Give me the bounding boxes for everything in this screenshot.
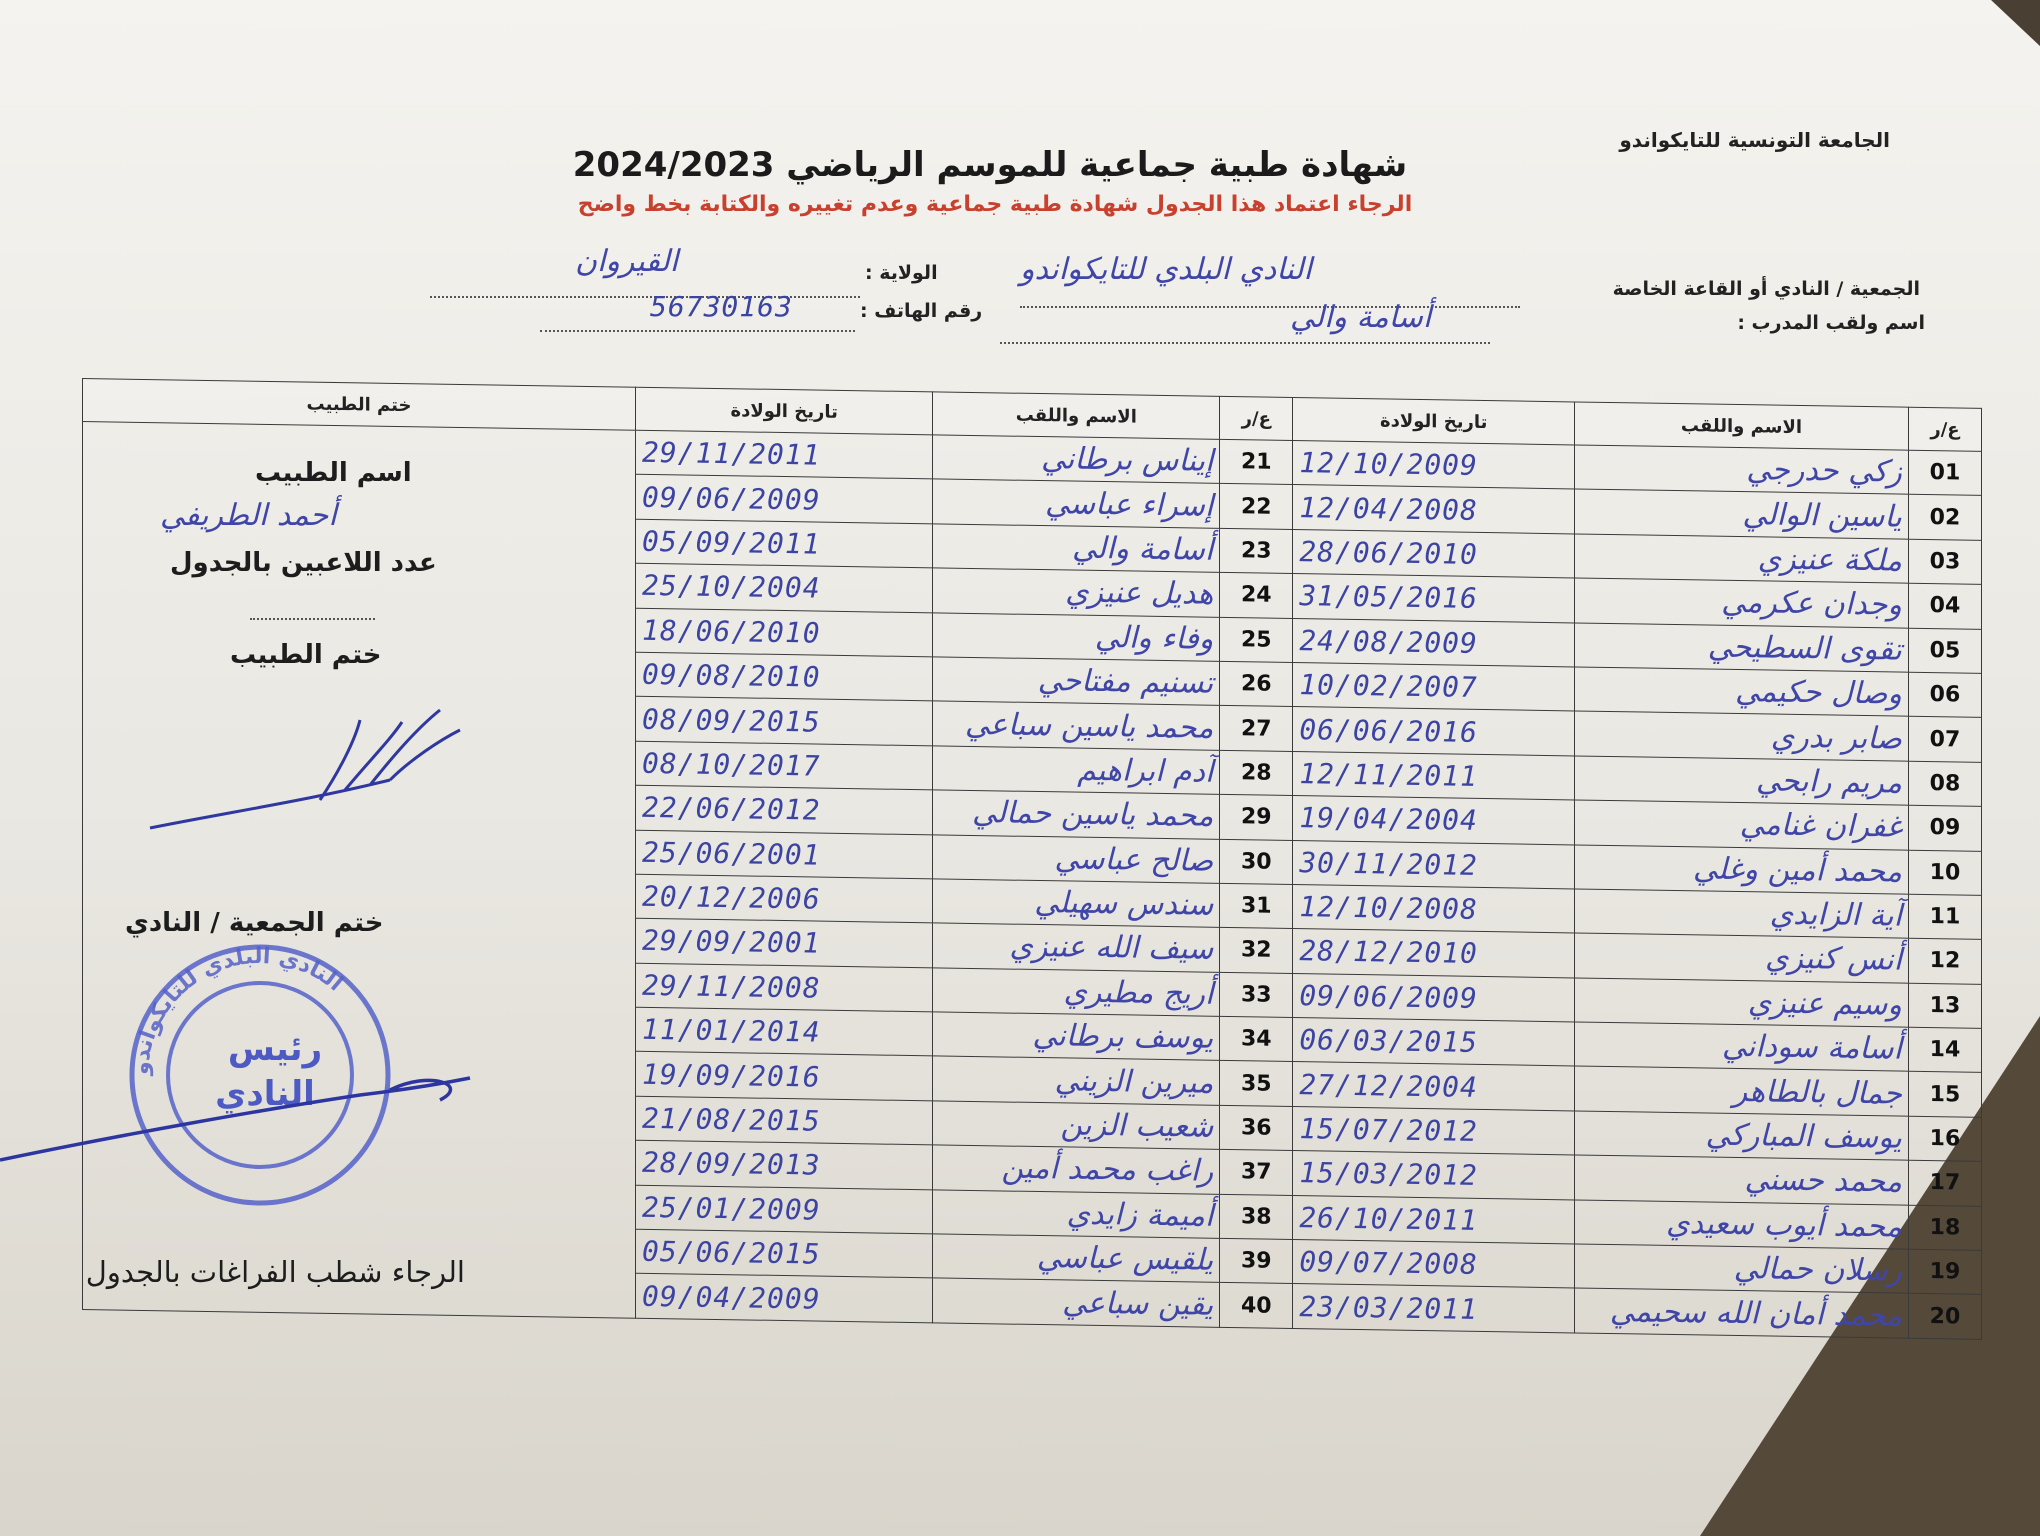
club-signature — [0, 1060, 480, 1180]
club-value: النادي البلدي للتايكواندو — [1020, 252, 1312, 287]
left-num: 10 — [1908, 850, 1981, 896]
left-dob: 24/08/2009 — [1293, 618, 1575, 667]
left-name: وجدان عكرمي — [1575, 578, 1909, 628]
header-num-left: ع/ر — [1908, 407, 1981, 451]
left-name: ياسين الوالي — [1575, 489, 1909, 539]
right-num: 26 — [1220, 661, 1293, 707]
left-num: 01 — [1908, 450, 1981, 496]
header-dob-right: تاريخ الولادة — [636, 387, 933, 435]
doctor-name-label: اسم الطبيب — [255, 458, 412, 488]
left-num: 03 — [1908, 539, 1981, 585]
right-dob: 21/08/2015 — [636, 1096, 933, 1145]
right-num: 31 — [1220, 883, 1293, 929]
right-num: 34 — [1220, 1016, 1293, 1062]
left-num: 06 — [1908, 672, 1981, 718]
left-dob: 26/10/2011 — [1293, 1195, 1575, 1244]
coach-label: اسم ولقب المدرب : — [1737, 312, 1925, 334]
players-count-label: عدد اللاعبين بالجدول — [170, 548, 437, 578]
header-dob-left: تاريخ الولادة — [1293, 398, 1575, 445]
header-name-right: الاسم واللقب — [933, 392, 1220, 440]
left-dob: 28/12/2010 — [1293, 929, 1575, 978]
right-name: سيف الله عنيزي — [933, 923, 1220, 972]
right-dob: 08/10/2017 — [636, 741, 933, 790]
right-dob: 25/06/2001 — [636, 830, 933, 879]
right-num: 32 — [1220, 928, 1293, 974]
right-name: هديل عنيزي — [933, 568, 1220, 617]
left-name: زكي حدرجي — [1575, 445, 1909, 495]
right-name: إسراء عباسي — [933, 479, 1220, 528]
phone-label: رقم الهاتف : — [860, 300, 983, 322]
state-label: الولاية : — [865, 262, 938, 284]
right-num: 24 — [1220, 573, 1293, 619]
left-dob: 12/10/2008 — [1293, 884, 1575, 933]
left-dob: 28/06/2010 — [1293, 529, 1575, 578]
right-name: يلقيس عباسي — [933, 1234, 1220, 1283]
doctor-name-value: أحمد الطريفي — [160, 498, 337, 533]
phone-value: 56730163 — [650, 290, 793, 323]
right-num: 39 — [1220, 1238, 1293, 1284]
right-dob: 08/09/2015 — [636, 697, 933, 746]
right-name: تسنيم مفتاحي — [933, 657, 1220, 706]
right-dob: 29/09/2001 — [636, 918, 933, 967]
left-num: 13 — [1908, 983, 1981, 1029]
header-name-left: الاسم واللقب — [1575, 402, 1909, 450]
right-dob: 29/11/2011 — [636, 430, 933, 479]
right-name: صالح عباسي — [933, 834, 1220, 883]
right-dob: 18/06/2010 — [636, 608, 933, 657]
left-dob: 31/05/2016 — [1293, 574, 1575, 623]
right-num: 22 — [1220, 484, 1293, 530]
right-dob: 25/10/2004 — [636, 563, 933, 612]
left-dob: 12/10/2009 — [1293, 441, 1575, 490]
right-name: يقين سباعي — [933, 1278, 1220, 1327]
right-num: 29 — [1220, 794, 1293, 840]
right-name: إيناس برطاني — [933, 435, 1220, 484]
left-num: 15 — [1908, 1072, 1981, 1118]
left-num: 09 — [1908, 805, 1981, 851]
right-num: 30 — [1220, 839, 1293, 885]
doctor-stamp-label: ختم الطبيب — [230, 640, 382, 670]
left-num: 14 — [1908, 1027, 1981, 1073]
right-dob: 05/09/2011 — [636, 519, 933, 568]
right-name: يوسف برطاني — [933, 1012, 1220, 1061]
left-dob: 19/04/2004 — [1293, 796, 1575, 845]
left-name: تقوى السطيحي — [1575, 623, 1909, 673]
left-name: محمد أمين وغلي — [1575, 844, 1909, 894]
right-dob: 11/01/2014 — [636, 1007, 933, 1056]
right-dob: 22/06/2012 — [636, 785, 933, 834]
club-label: الجمعية / النادي أو القاعة الخاصة — [1612, 278, 1920, 300]
left-dob: 06/03/2015 — [1293, 1018, 1575, 1067]
right-num: 28 — [1220, 750, 1293, 796]
stamp-ring-text: النادي البلدي للتايكواندو — [128, 943, 348, 1076]
right-dob: 09/08/2010 — [636, 652, 933, 701]
right-dob: 19/09/2016 — [636, 1052, 933, 1101]
right-name: راغب محمد أمين — [933, 1145, 1220, 1194]
right-num: 21 — [1220, 439, 1293, 485]
left-dob: 12/04/2008 — [1293, 485, 1575, 534]
left-num: 05 — [1908, 628, 1981, 674]
stamp-text-1: رئيس — [227, 1029, 323, 1069]
left-name: جمال بالطاهر — [1575, 1066, 1909, 1116]
state-value: القيروان — [575, 244, 679, 279]
left-name: يوسف المباركي — [1575, 1111, 1909, 1161]
players-count-field — [250, 610, 375, 620]
left-num: 20 — [1908, 1294, 1981, 1340]
left-dob: 15/03/2012 — [1293, 1151, 1575, 1200]
right-num: 37 — [1220, 1150, 1293, 1196]
left-dob: 23/03/2011 — [1293, 1284, 1575, 1333]
club-stamp-label: ختم الجمعية / النادي — [125, 908, 384, 938]
right-name: أميمة زايدي — [933, 1190, 1220, 1239]
left-num: 16 — [1908, 1116, 1981, 1162]
right-name: محمد ياسين حمالي — [933, 790, 1220, 839]
left-name: آية الزايدي — [1575, 889, 1909, 939]
right-name: سندس سهيلي — [933, 879, 1220, 928]
left-name: صابر بدري — [1575, 711, 1909, 761]
left-name: أسامة سوداني — [1575, 1022, 1909, 1072]
left-num: 04 — [1908, 583, 1981, 629]
coach-value: أسامة والي — [1290, 300, 1432, 335]
right-name: ميرين الزيني — [933, 1056, 1220, 1105]
left-dob: 09/07/2008 — [1293, 1240, 1575, 1289]
doctor-signature — [140, 700, 480, 840]
left-name: محمد حسني — [1575, 1155, 1909, 1205]
left-name: مريم رابحي — [1575, 756, 1909, 806]
left-name: رسلان حمالي — [1575, 1244, 1909, 1294]
footer-note: الرجاء شطب الفراغات بالجدول — [85, 1255, 465, 1289]
right-num: 36 — [1220, 1105, 1293, 1151]
left-num: 11 — [1908, 894, 1981, 940]
left-dob: 30/11/2012 — [1293, 840, 1575, 889]
right-dob: 29/11/2008 — [636, 963, 933, 1012]
left-num: 08 — [1908, 761, 1981, 807]
left-name: وسيم عنيزي — [1575, 978, 1909, 1028]
federation-name: الجامعة التونسية للتايكواندو — [1619, 128, 1890, 152]
right-num: 23 — [1220, 528, 1293, 574]
left-name: محمد أيوب سعيدي — [1575, 1200, 1909, 1250]
left-dob: 06/06/2016 — [1293, 707, 1575, 756]
right-dob: 09/06/2009 — [636, 475, 933, 524]
left-dob: 09/06/2009 — [1293, 973, 1575, 1022]
left-num: 17 — [1908, 1160, 1981, 1206]
left-name: أنس كنيزي — [1575, 933, 1909, 983]
left-name: ملكة عنيزي — [1575, 534, 1909, 584]
right-name: أريج مطيري — [933, 968, 1220, 1017]
right-name: شعيب الزين — [933, 1101, 1220, 1150]
left-num: 18 — [1908, 1205, 1981, 1251]
document-title: شهادة طبية جماعية للموسم الرياضي 2024/2023 — [572, 145, 1408, 185]
header-doctor-stamp: ختم الطبيب — [83, 379, 636, 431]
right-num: 33 — [1220, 972, 1293, 1018]
right-num: 27 — [1220, 706, 1293, 752]
left-num: 02 — [1908, 495, 1981, 541]
right-dob: 09/04/2009 — [636, 1274, 933, 1323]
left-dob: 10/02/2007 — [1293, 662, 1575, 711]
left-num: 12 — [1908, 938, 1981, 984]
right-dob: 05/06/2015 — [636, 1229, 933, 1278]
left-num: 07 — [1908, 717, 1981, 763]
right-num: 25 — [1220, 617, 1293, 663]
left-dob: 12/11/2011 — [1293, 751, 1575, 800]
left-dob: 15/07/2012 — [1293, 1106, 1575, 1155]
right-dob: 25/01/2009 — [636, 1185, 933, 1234]
right-num: 35 — [1220, 1061, 1293, 1107]
right-name: وفاء والي — [933, 612, 1220, 661]
right-name: أسامة والي — [933, 524, 1220, 573]
right-num: 40 — [1220, 1283, 1293, 1329]
right-dob: 20/12/2006 — [636, 874, 933, 923]
right-dob: 28/09/2013 — [636, 1140, 933, 1189]
header-num-right: ع/ر — [1220, 396, 1293, 440]
left-num: 19 — [1908, 1249, 1981, 1295]
document-subtitle: الرجاء اعتماد هذا الجدول شهادة طبية جماعية وعدم تغييره والكتابة بخط واضح — [577, 192, 1413, 217]
left-dob: 27/12/2004 — [1293, 1062, 1575, 1111]
left-name: وصال حكيمي — [1575, 667, 1909, 717]
left-name: محمد أمان الله سحيمي — [1575, 1288, 1909, 1338]
right-name: محمد ياسين سباعي — [933, 701, 1220, 750]
left-name: غفران غنامي — [1575, 800, 1909, 850]
right-name: آدم ابراهيم — [933, 746, 1220, 795]
stamp-text-2: النادي — [215, 1074, 315, 1114]
right-num: 38 — [1220, 1194, 1293, 1240]
